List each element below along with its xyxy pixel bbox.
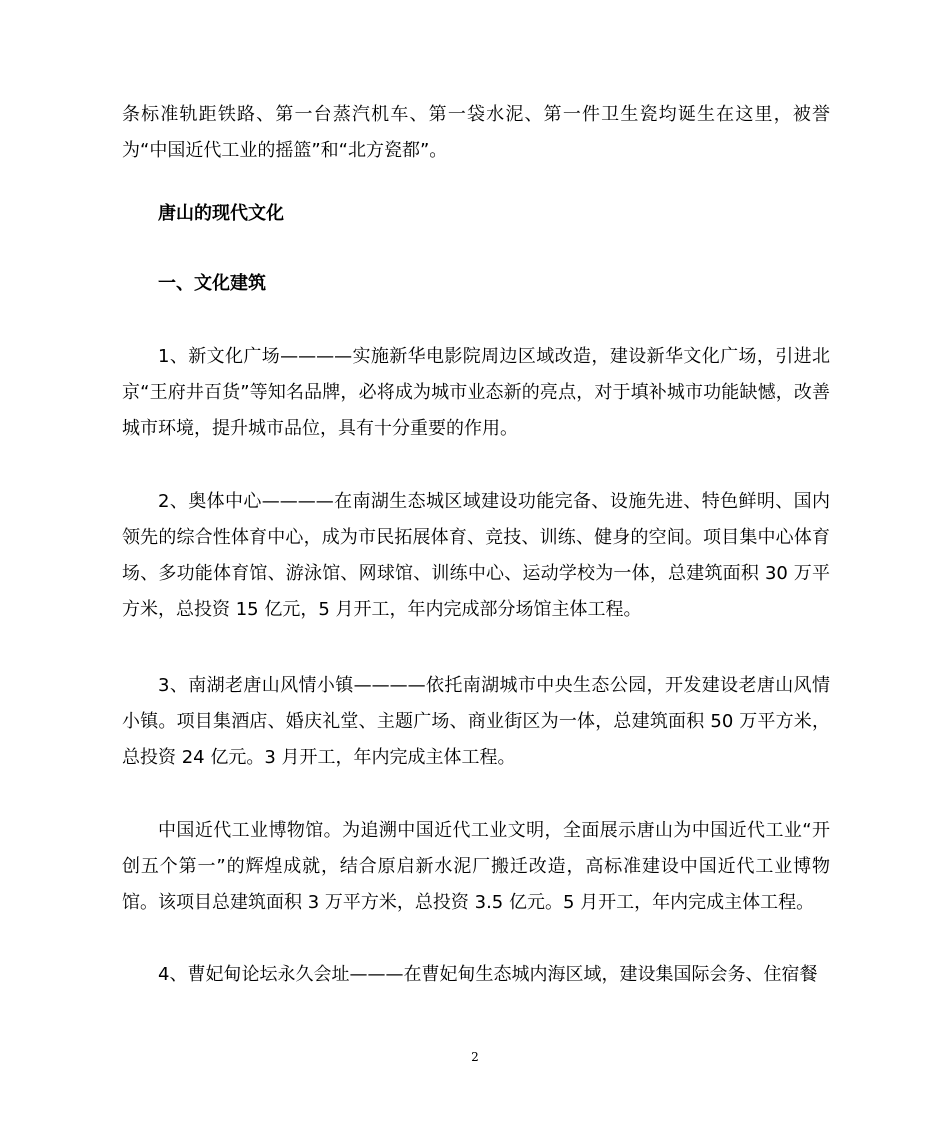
- item-caofeidian-forum-venue: 4、曹妃甸论坛永久会址———在曹妃甸生态城内海区域，建设集国际会务、住宿餐: [158, 964, 818, 985]
- page-number: 2: [471, 1050, 479, 1064]
- section-title-modern-culture: 唐山的现代文化: [158, 203, 284, 224]
- item-olympic-sports-center: 2、奥体中心————在南湖生态城区域建设功能完备、设施先进、特色鲜明、国内领先的综合性体育中心，成为市民拓展体育、竞技、训练、健身的空间。项目集中心体育场、多功能体育馆、游泳馆、网球馆、训练中心、运动学校为一体，总建筑面积 30 万平方米，总投资 15 亿元，5 月开工，年内完成部分场馆主体工程。: [122, 491, 830, 620]
- item-nanhu-old-tangshan-town: 3、南湖老唐山风情小镇————依托南湖城市中央生态公园，开发建设老唐山风情小镇。项目集酒店、婚庆礼堂、主题广场、商业街区为一体，总建筑面积 50 万平方米，总投资 24 亿元。3 月开工，年内完成主体工程。: [122, 675, 830, 768]
- subsection-title-cultural-buildings: 一、文化建筑: [158, 273, 266, 294]
- intro-continuation-paragraph: 条标准轨距铁路、第一台蒸汽机车、第一袋水泥、第一件卫生瓷均诞生在这里，被誉为“中国近代工业的摇篮”和“北方瓷都”。: [122, 104, 830, 161]
- item-modern-industry-museum: 中国近代工业博物馆。为追溯中国近代工业文明，全面展示唐山为中国近代工业“开创五个第一”的辉煌成就，结合原启新水泥厂搬迁改造，高标准建设中国近代工业博物馆。该项目总建筑面积 3 万平方米，总投资 3.5 亿元。5 月开工，年内完成主体工程。: [122, 820, 830, 913]
- item-new-culture-square: 1、新文化广场————实施新华电影院周边区域改造，建设新华文化广场，引进北京“王府井百货”等知名品牌，必将成为城市业态新的亮点，对于填补城市功能缺憾，改善城市环境，提升城市品位，具有十分重要的作用。: [122, 346, 830, 439]
